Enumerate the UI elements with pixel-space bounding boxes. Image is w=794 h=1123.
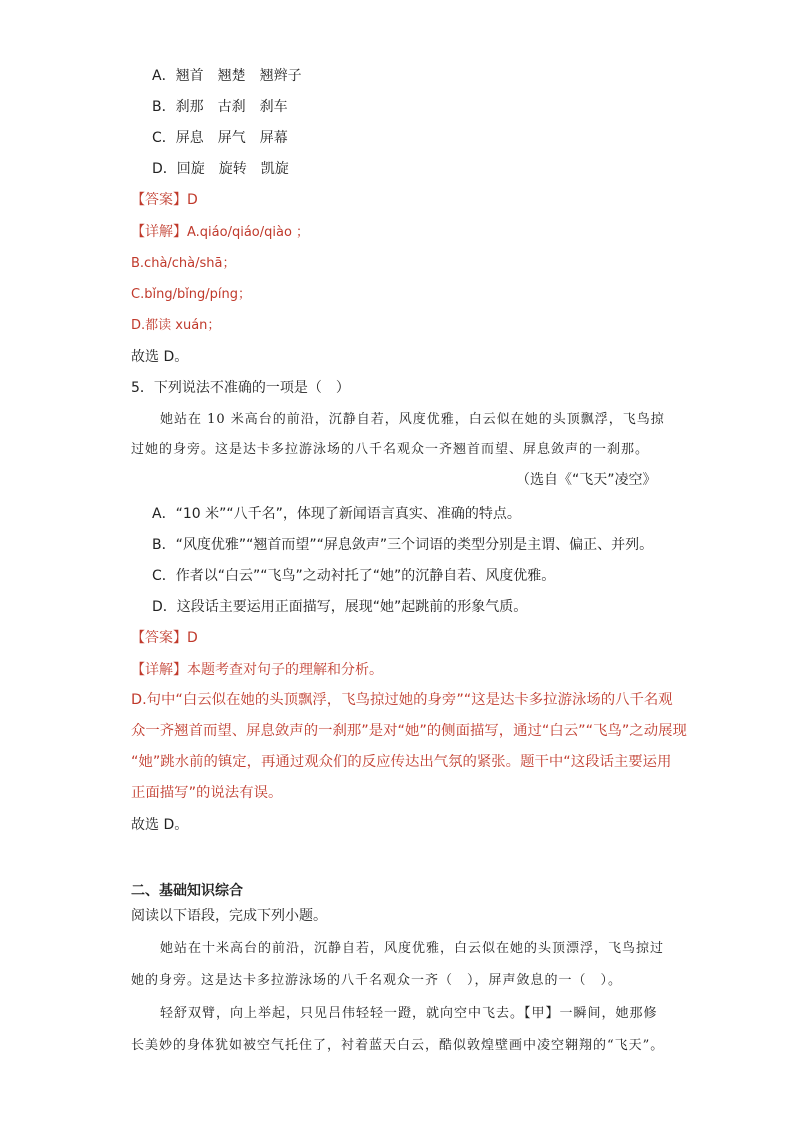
option-word: 屏气 [217, 130, 246, 146]
option-letter: A． [152, 68, 176, 84]
passage-line: 她站在 10 米高台的前沿，沉静自若，风度优雅，白云似在她的头顶飘浮，飞鸟掠 [160, 412, 665, 427]
detail-line [131, 660, 383, 680]
option-c: C．作者以“白云”“飞鸟”之动衬托了“她”的沉静自若、风度优雅。 [152, 568, 556, 584]
option-a: A．“10 米”“八千名”，体现了新闻语言真实、准确的特点。 [152, 506, 521, 522]
detail-text: D.句中“白云似在她的头顶飘浮，飞鸟掠过她的身旁”“这是达卡多拉游泳场的八千名观 [131, 692, 673, 708]
answer-line [131, 628, 198, 648]
answer-value: D [187, 630, 198, 646]
option-word: 翘楚 [217, 68, 246, 84]
option-word: 刹那 [175, 99, 204, 115]
conclusion: 故选 D。 [131, 349, 189, 365]
conclusion: 故选 D。 [131, 817, 189, 833]
detail-text: 本题考查对句子的理解和分析。 [187, 662, 383, 678]
passage-line: 她站在十米高台的前沿，沉静自若，风度优雅，白云似在她的头顶漂浮，飞鸟掠过 [160, 941, 665, 956]
option-d: D．这段话主要运用正面描写，展现“她”起跳前的形象气质。 [152, 599, 528, 615]
option-c [152, 128, 288, 148]
passage-line: 轻舒双臂，向上举起，只见吕伟轻轻一蹬，就向空中飞去。【甲】一瞬间，她那修 [160, 1006, 658, 1021]
option-word: 凯旋 [260, 161, 289, 177]
detail-text: “她”跳水前的镇定，再通过观众们的反应传达出气氛的紧张。题干中“这段话主要运用 [131, 754, 672, 770]
detail-text: 众一齐翘首而望、屏息敛声的一刹那”是对“她”的侧面描写，通过“白云”“飞鸟”之动展现 [131, 723, 687, 739]
answer-tag: 【答案】 [131, 630, 187, 646]
detail-text: D.都读 xuán； [131, 318, 221, 333]
detail-text: B.chà/chà/shā； [131, 256, 236, 271]
option-word: 刹车 [259, 99, 288, 115]
detail-tag: 【详解】 [131, 662, 187, 678]
option-b: B．“风度优雅”“翘首而望”“屏息敛声”三个词语的类型分别是主谓、偏正、并列。 [152, 537, 654, 553]
option-word: 屏幕 [259, 130, 288, 146]
passage-line: 过她的身旁。这是达卡多拉游泳场的八千名观众一齐翘首而望、屏息敛声的一刹那。 [131, 442, 650, 457]
option-b [152, 97, 288, 117]
passage-line: 她的身旁。这是达卡多拉游泳场的八千名观众一齐（ ），屏声敛息的一（ ）。 [131, 973, 623, 988]
detail-text: A.qiáo/qiáo/qiào ； [187, 225, 310, 240]
answer-tag: 【答案】 [131, 192, 187, 208]
section-heading: 二、基础知识综合 [131, 883, 243, 899]
question-stem: 5．下列说法不准确的一项是（ ） [131, 380, 350, 396]
option-word: 旋转 [218, 161, 247, 177]
option-word: 翘辫子 [259, 68, 302, 84]
option-a [152, 66, 302, 86]
answer-value: D [187, 192, 198, 208]
option-d [152, 159, 289, 179]
detail-line [131, 222, 309, 243]
option-word: 翘首 [175, 68, 204, 84]
option-letter: D． [152, 161, 177, 177]
detail-tag: 【详解】 [131, 224, 187, 240]
option-word: 古刹 [217, 99, 246, 115]
detail-text: C.bǐng/bǐng/píng； [131, 287, 252, 302]
option-letter: C． [152, 130, 176, 146]
option-word: 屏息 [175, 130, 204, 146]
passage-source: （选自《“飞天”凌空》 [516, 472, 657, 488]
option-word: 回旋 [176, 161, 205, 177]
detail-text: 正面描写”的说法有误。 [131, 785, 283, 801]
section-instruction: 阅读以下语段，完成下列小题。 [131, 908, 327, 924]
passage-line: 长美妙的身体犹如被空气托住了，衬着蓝天白云，酷似敦煌壁画中凌空翱翔的“飞天”。 [131, 1038, 665, 1053]
answer-line [131, 190, 198, 210]
option-letter: B． [152, 99, 176, 115]
